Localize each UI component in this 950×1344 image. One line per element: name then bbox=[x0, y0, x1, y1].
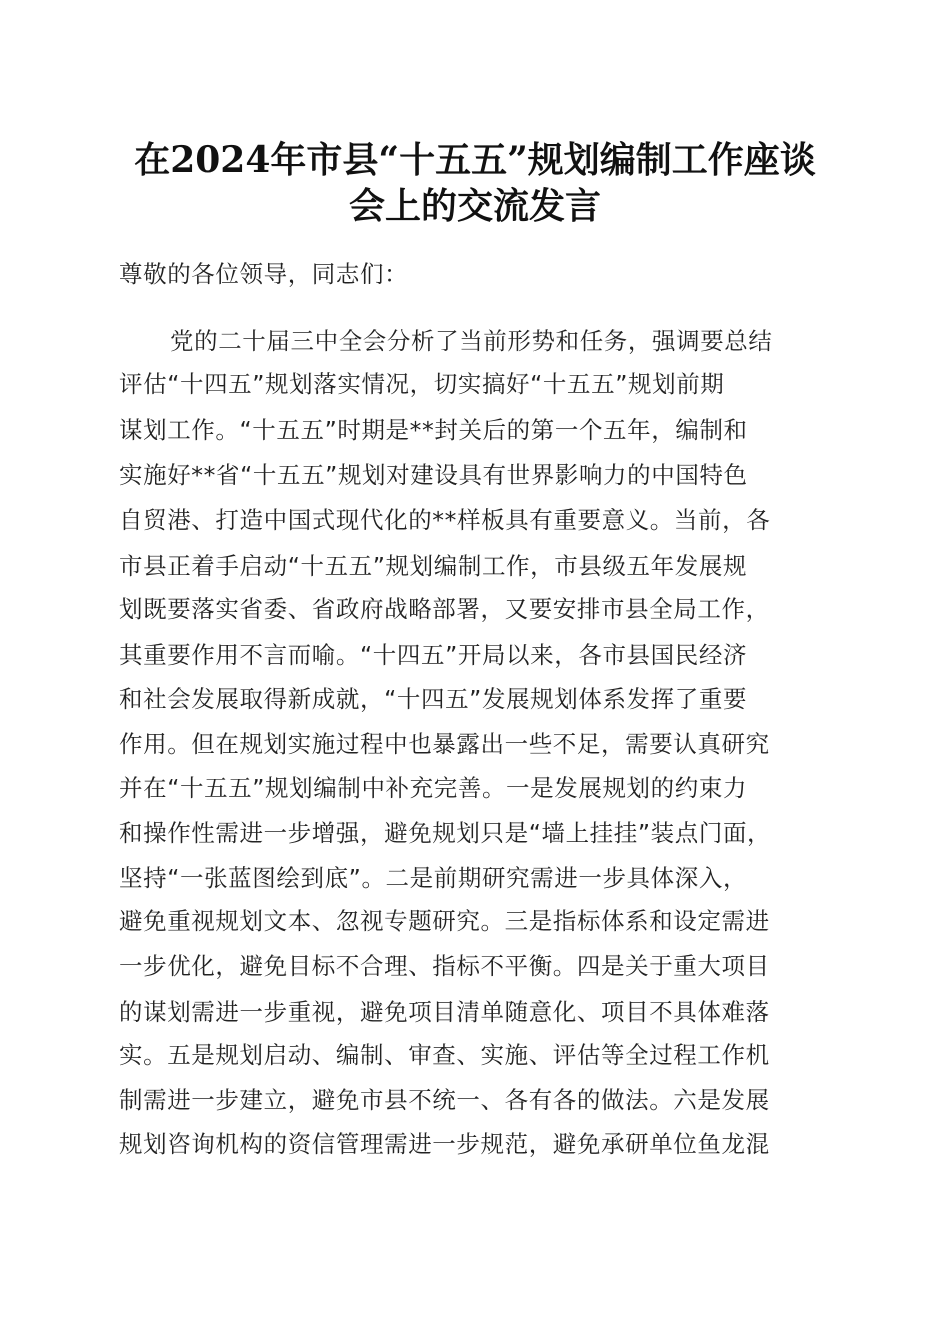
body-line: 制需进一步建立，避免市县不统一、各有各的做法。六是发展 bbox=[119, 1086, 770, 1114]
body-line: 作用。但在规划实施过程中也暴露出一些不足，需要认真研究 bbox=[119, 730, 770, 758]
body-line: 谋划工作。“十五五”时期是**封关后的第一个五年，编制和 bbox=[119, 416, 748, 444]
body-line: 一步优化，避免目标不合理、指标不平衡。四是关于重大项目 bbox=[119, 952, 770, 980]
salutation: 尊敬的各位领导，同志们： bbox=[119, 260, 409, 288]
body-line: 并在“十五五”规划编制中补充完善。一是发展规划的约束力 bbox=[119, 774, 748, 802]
body-line: 坚持“一张蓝图绘到底”。二是前期研究需进一步具体深入， bbox=[119, 864, 748, 892]
body-line: 避免重视规划文本、忽视专题研究。三是指标体系和设定需进 bbox=[119, 907, 770, 935]
body-line: 党的二十届三中全会分析了当前形势和任务，强调要总结 bbox=[170, 327, 773, 355]
body-line: 评估“十四五”规划落实情况，切实搞好“十五五”规划前期 bbox=[119, 370, 725, 398]
body-line: 市县正着手启动“十五五”规划编制工作，市县级五年发展规 bbox=[119, 552, 748, 580]
body-line: 其重要作用不言而喻。“十四五”开局以来，各市县国民经济 bbox=[119, 641, 748, 669]
body-line: 和操作性需进一步增强，避免规划只是“墙上挂挂”装点门面， bbox=[119, 819, 772, 847]
document-title-line-1: 在2024年市县“十五五”规划编制工作座谈 bbox=[134, 139, 816, 181]
body-line: 自贸港、打造中国式现代化的**样板具有重要意义。当前，各 bbox=[119, 506, 771, 534]
body-line: 划既要落实省委、省政府战略部署，又要安排市县全局工作， bbox=[119, 595, 770, 623]
body-line: 规划咨询机构的资信管理需进一步规范，避免承研单位鱼龙混 bbox=[119, 1130, 770, 1158]
body-line: 实施好**省“十五五”规划对建设具有世界影响力的中国特色 bbox=[119, 461, 748, 489]
body-line: 实。五是规划启动、编制、审查、实施、评估等全过程工作机 bbox=[119, 1041, 770, 1069]
document-title-line-2: 会上的交流发言 bbox=[348, 185, 601, 227]
body-line: 和社会发展取得新成就，“十四五”发展规划体系发挥了重要 bbox=[119, 685, 748, 713]
body-line: 的谋划需进一步重视，避免项目清单随意化、项目不具体难落 bbox=[119, 998, 770, 1026]
